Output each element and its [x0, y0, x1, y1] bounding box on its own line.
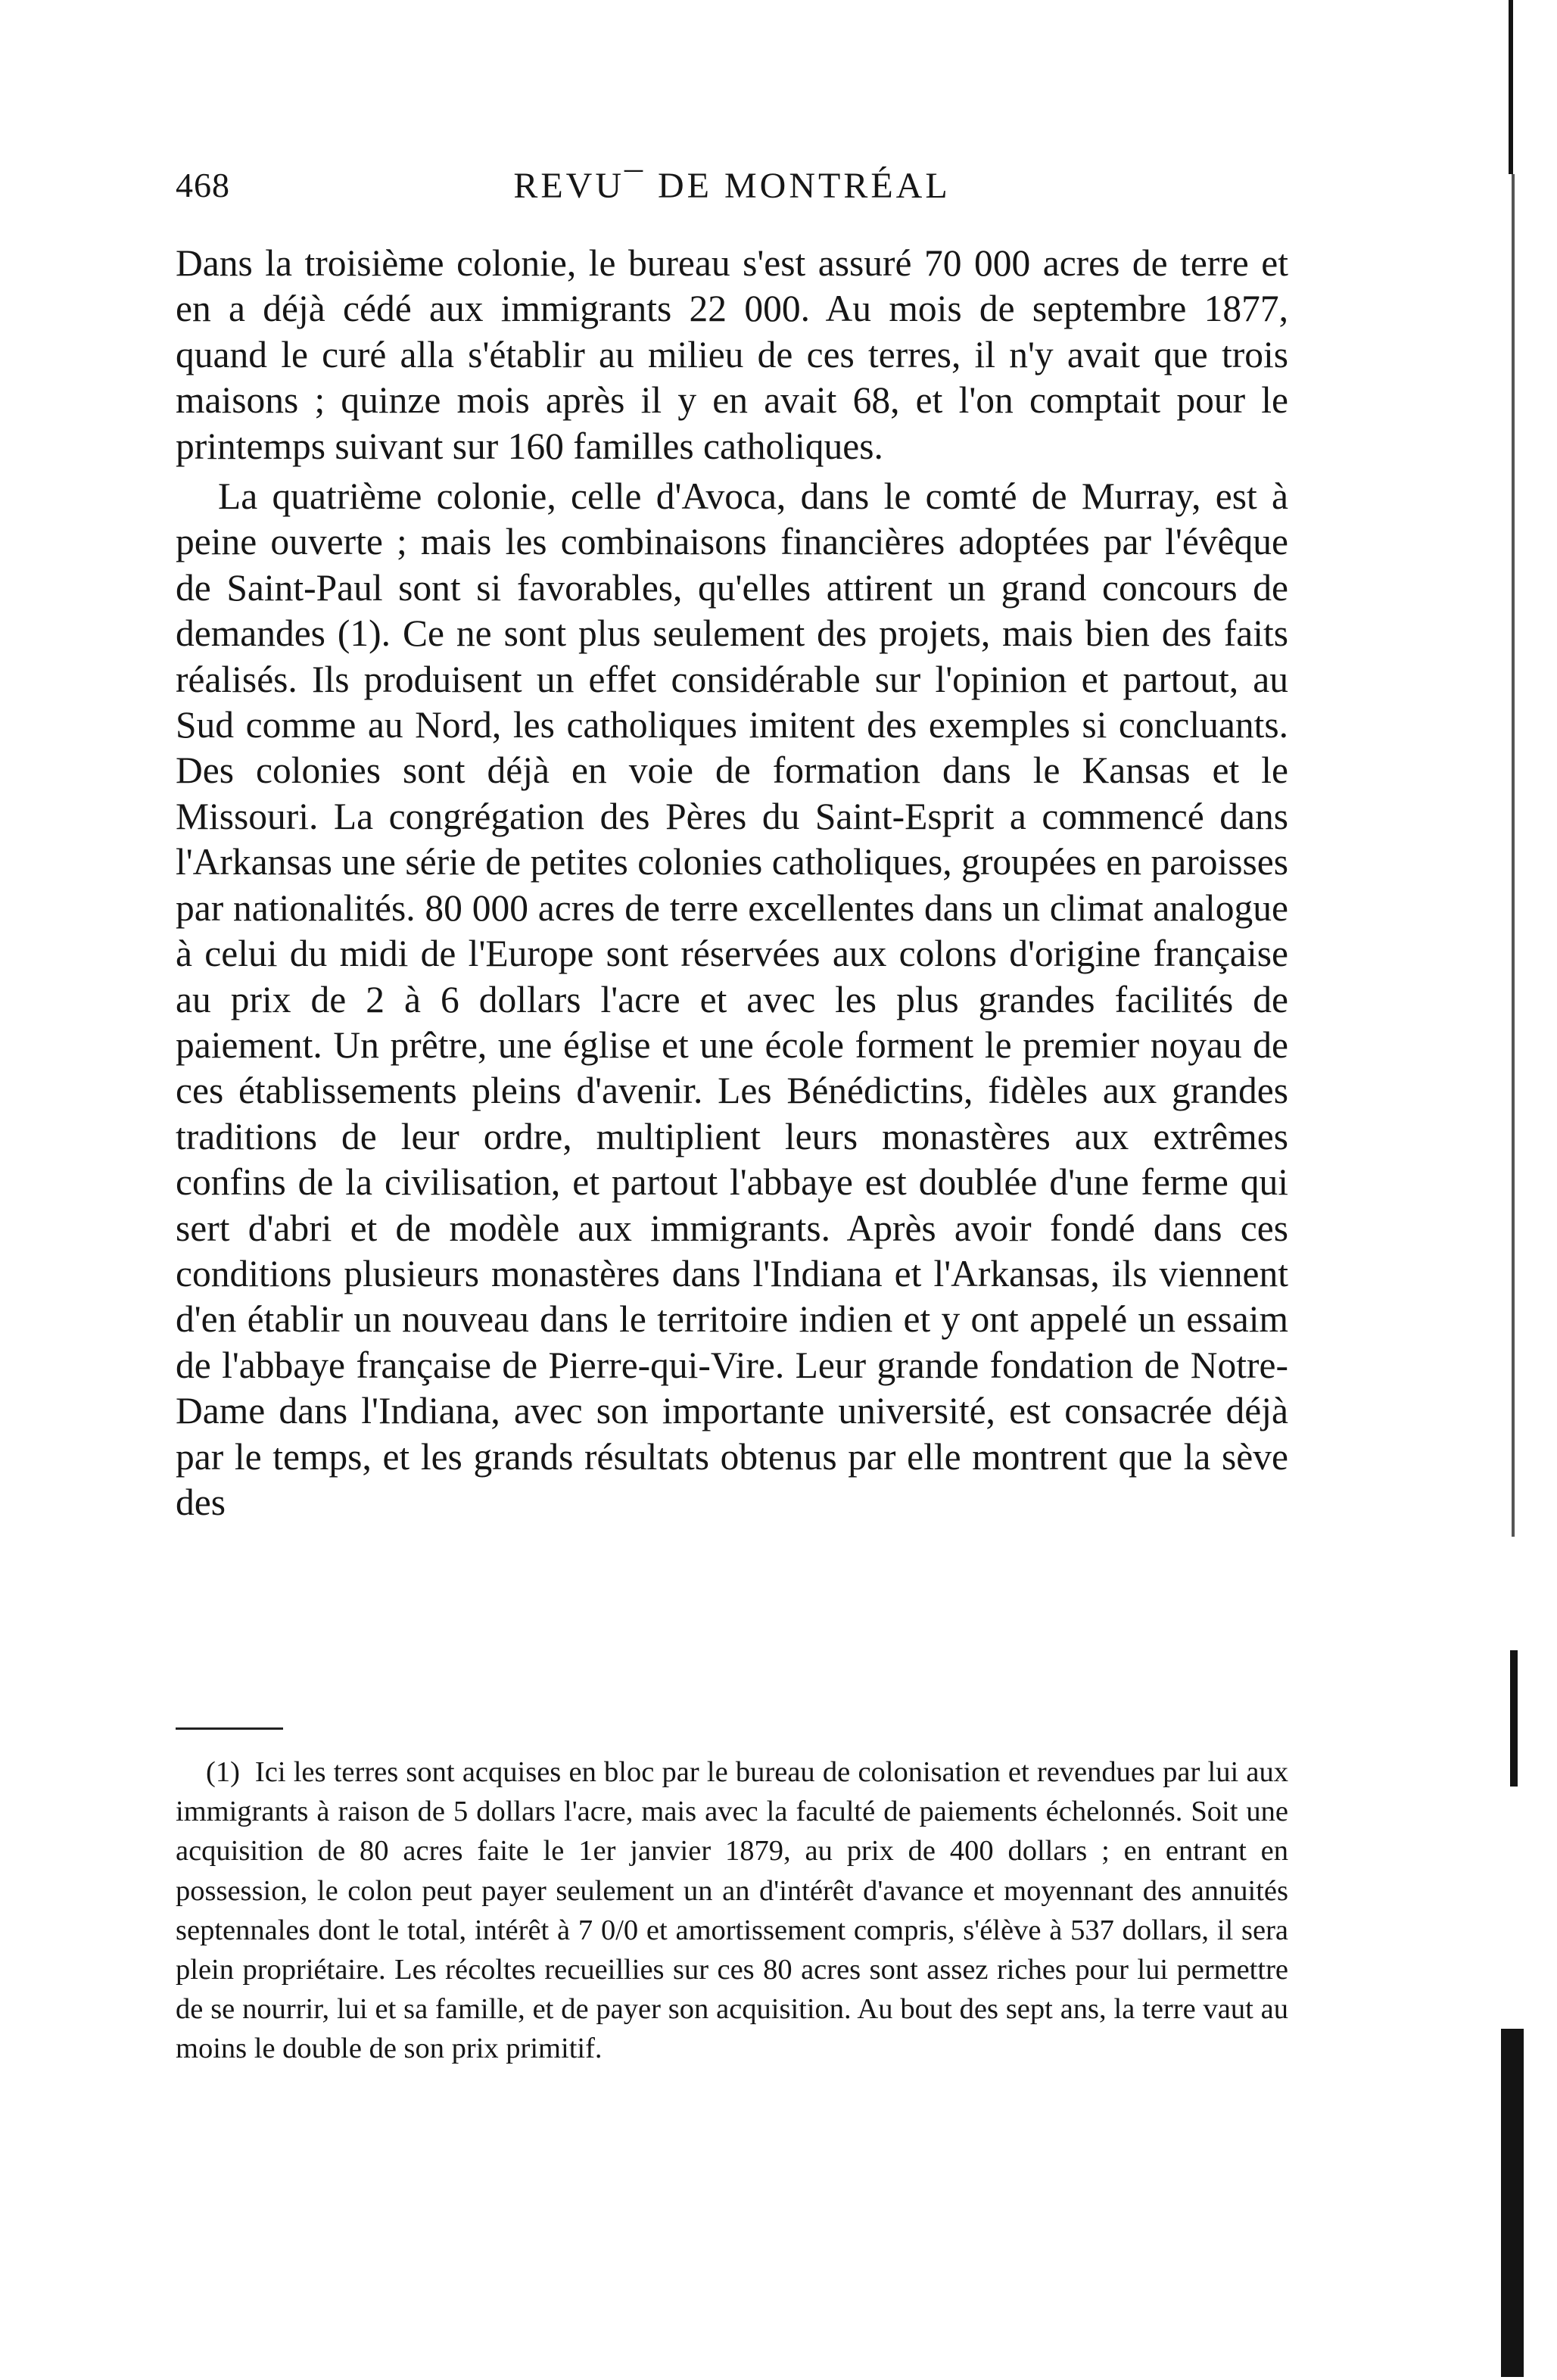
footnote-marker: (1) — [206, 1756, 240, 1788]
footnote-separator — [176, 1727, 283, 1730]
page-number: 468 — [176, 166, 230, 204]
body-text — [176, 241, 1288, 1525]
footnote — [176, 1752, 1288, 2069]
footnote-text: Ici les terres sont acquises en bloc par le bureau de colonisation et revendues par lui aux immigrants à raison de 5 dollars l'acre, mais avec la faculté de paiements échelonnés. Soit une acquisition de 80 acres faite le 1er janvier 1879, au prix de 400 dollars ; en entrant en possession, le colon peut payer seulement un an d'intérêt d'avance et moyennant des annuités septennales dont le total, intérêt à 7 0/0 et amortissement compris, s'élève à 537 dollars, il sera plein propriétaire. Les récoltes recueillies sur ces 80 acres sont assez riches pour lui permettre de se nourrir, lui et sa famille, et de payer son acquisition. Au bout des sept ans, la terre vaut au moins le double de son prix primitif. — [176, 1756, 1288, 2065]
paragraph-fourth-colony: La quatrième colonie, celle d'Avoca, dans le comté de Murray, est à peine ouverte ; mais les combinaisons financières adoptées par l'évêque de Saint-Paul sont si favorables, qu'elles attirent un grand concours de demandes (1). Ce ne sont plus seulement des projets, mais bien des faits réalisés. Ils produisent un effet considérable sur l'opinion et partout, au Sud comme au Nord, les catholiques imitent des exemples si concluants. Des colonies sont déjà en voie de formation dans le Kansas et le Missouri. La congrégation des Pères du Saint-Esprit a commencé dans l'Arkansas une série de petites colonies catholiques, groupées en paroisses par nationalités. 80 000 acres de terre excellentes dans un climat analogue à celui du midi de l'Europe sont réservées aux colons d'origine française au prix de 2 à 6 dollars l'acre et avec les plus grandes facilités de paiement. Un prêtre, une église et une école forment le premier noyau de ces établissements pleins d'avenir. Les Bénédictins, fidèles aux grandes traditions de leur ordre, multiplient leurs monastères aux extrêmes confins de la civilisation, et partout l'abbaye est doublée d'une ferme qui sert d'abri et de modèle aux immigrants. Après avoir fondé dans ces conditions plusieurs monastères dans l'Indiana et l'Arkansas, ils viennent d'en établir un nouveau dans le territoire indien et y ont appelé un essaim de l'abbaye française de Pierre-qui-Vire. Leur grande fondation de Notre-Dame dans l'Indiana, avec son importante université, est consacrée déjà par le temps, et les grands résultats obtenus par elle montrent que la sève des — [176, 475, 1288, 1523]
paragraph-third-colony: Dans la troisième colonie, le bureau s'est assuré 70 000 acres de terre et en a déjà cédé aux immigrants 22 000. Au mois de septembre 1877, quand le curé alla s'établir au milieu de ces terres, il n'y avait que trois maisons ; quinze mois après il y en avait 68, et l'on comptait pour le printemps suivant sur 160 familles catholiques. — [176, 242, 1288, 467]
page-header — [176, 165, 1288, 226]
running-title: REVU¯ DE MONTRÉAL — [513, 166, 951, 206]
